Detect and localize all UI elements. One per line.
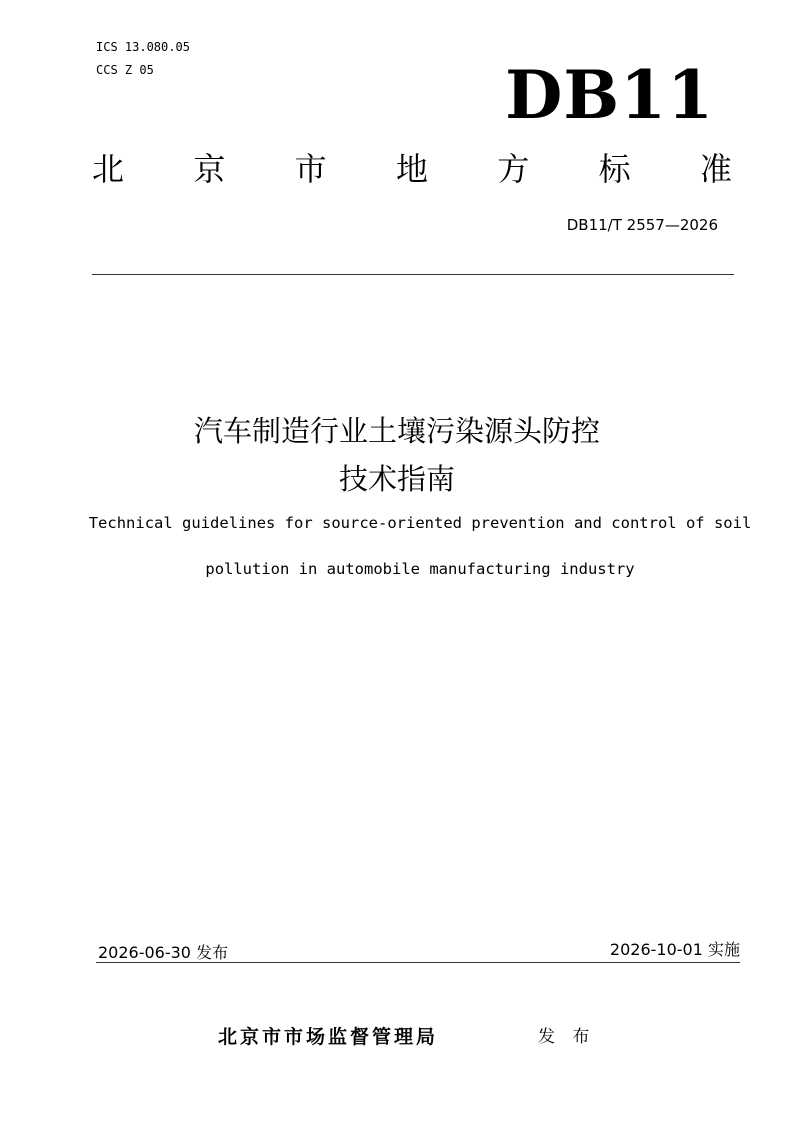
standard-type	[92, 150, 732, 188]
standard-type-char: 准	[699, 150, 732, 188]
implementation-date: 2026-10-01 实施	[609, 940, 740, 959]
standard-number: DB11/T 2557—2026	[566, 216, 718, 234]
issue-date: 2026-06-30 发布	[98, 943, 229, 962]
standard-type-char: 方	[497, 150, 530, 188]
standard-type-char: 京	[193, 150, 226, 188]
title-en-line-2: pollution in automobile manufacturing industry	[205, 560, 635, 578]
ccs-code: CCS Z 05	[96, 63, 154, 77]
issuing-authority: 北京市市场监督管理局	[218, 1026, 439, 1048]
title-cn-line-1: 汽车制造行业土壤污染源头防控	[193, 414, 600, 448]
title-en-line-1: Technical guidelines for source-oriented prevention and control of soil	[88, 514, 752, 532]
db-logo: DB11	[505, 56, 714, 134]
footer-divider	[96, 962, 740, 963]
publish-label: 发 布	[538, 1027, 596, 1047]
header-divider	[92, 274, 734, 275]
title-cn-line-2: 技术指南	[338, 462, 455, 496]
standard-type-char: 北	[92, 150, 125, 188]
standard-type-char: 市	[294, 150, 327, 188]
standard-type-char: 标	[598, 150, 631, 188]
ics-code: ICS 13.080.05	[96, 40, 190, 54]
standard-type-char: 地	[395, 150, 428, 188]
